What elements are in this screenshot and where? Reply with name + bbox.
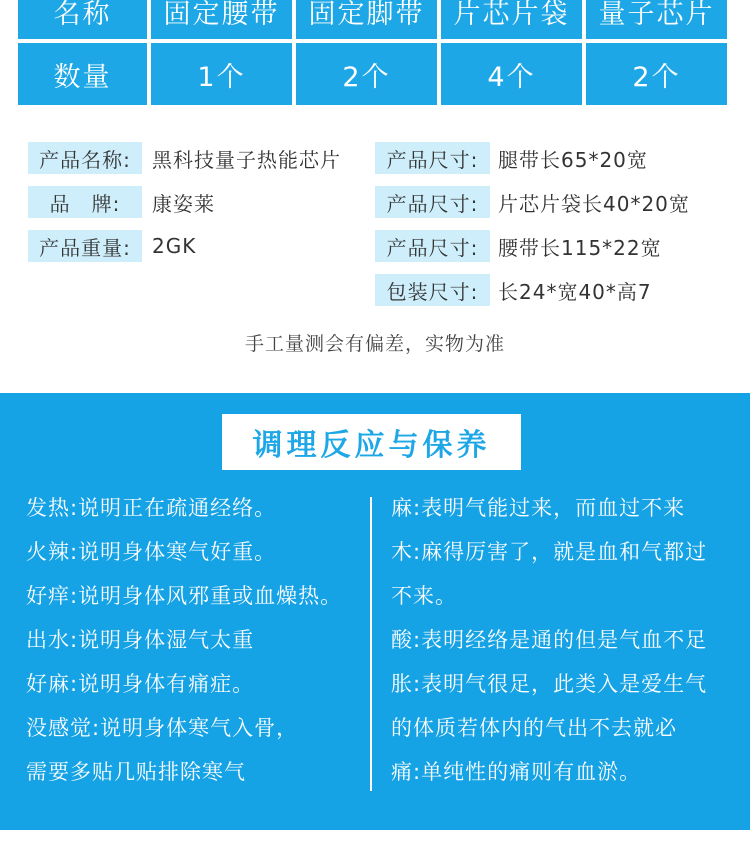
table-header-name: 名称 <box>18 0 147 39</box>
spec-value-chip-bag-size: 片芯片袋长40*20宽 <box>498 191 690 216</box>
spec-label-leg-belt-size: 产品尺寸: <box>375 142 490 174</box>
column-divider <box>370 497 372 791</box>
table-cell-chip-bag-qty: 4个 <box>441 43 582 105</box>
spec-value-product-name: 黑科技量子热能芯片 <box>152 147 341 172</box>
reaction-right-line: 不来。 <box>391 584 457 608</box>
reaction-right-line: 胀:表明气很足，此类入是爱生气 <box>391 672 708 696</box>
product-contents-table <box>18 0 732 98</box>
reaction-left-line: 出水:说明身体湿气太重 <box>26 628 255 652</box>
spec-label-brand: 品 牌: <box>28 186 142 218</box>
spec-label-waist-belt-size: 产品尺寸: <box>375 230 490 262</box>
reaction-left-line: 好麻:说明身体有痛症。 <box>26 672 255 696</box>
spec-value-leg-belt-size: 腿带长65*20宽 <box>498 147 648 172</box>
reaction-right-line: 痛:单纯性的痛则有血淤。 <box>391 760 642 784</box>
reaction-left-line: 火辣:说明身体寒气好重。 <box>26 540 277 564</box>
table-header-quantum-chip: 量子芯片 <box>586 0 727 39</box>
measurement-note: 手工量测会有偏差，实物为准 <box>244 333 505 355</box>
reaction-right-line: 木:麻得厉害了，就是血和气都过 <box>391 540 708 564</box>
reaction-right-line: 麻:表明气能过来，而血过不来 <box>391 496 686 520</box>
reaction-title: 调理反应与保养 <box>222 414 521 470</box>
spec-value-package-size: 长24*宽40*高7 <box>498 279 652 304</box>
table-cell-waist-belt-qty: 1个 <box>151 43 292 105</box>
reaction-left-line: 需要多贴几贴排除寒气 <box>26 760 246 784</box>
spec-label-weight: 产品重量: <box>28 230 142 262</box>
table-cell-quantum-chip-qty: 2个 <box>586 43 727 105</box>
table-cell-quantity-label: 数量 <box>18 43 147 105</box>
reaction-left-line: 没感觉:说明身体寒气入骨， <box>26 716 299 740</box>
reaction-section <box>0 393 750 830</box>
table-header-waist-belt: 固定腰带 <box>151 0 292 39</box>
reaction-left-line: 发热:说明正在疏通经络。 <box>26 496 277 520</box>
spec-label-package-size: 包装尺寸: <box>375 274 490 306</box>
spec-value-weight: 2GK <box>152 234 197 258</box>
reaction-right-line: 的体质若体内的气出不去就必 <box>391 716 677 740</box>
spec-label-product-name: 产品名称: <box>28 142 142 174</box>
table-header-foot-belt: 固定脚带 <box>296 0 437 39</box>
spec-value-brand: 康姿莱 <box>152 191 215 216</box>
table-header-chip-bag: 片芯片袋 <box>441 0 582 39</box>
table-cell-foot-belt-qty: 2个 <box>296 43 437 105</box>
spec-label-chip-bag-size: 产品尺寸: <box>375 186 490 218</box>
reaction-left-line: 好痒:说明身体风邪重或血燥热。 <box>26 584 343 608</box>
reaction-right-line: 酸:表明经络是通的但是气血不足 <box>391 628 708 652</box>
spec-value-waist-belt-size: 腰带长115*22宽 <box>498 235 662 260</box>
